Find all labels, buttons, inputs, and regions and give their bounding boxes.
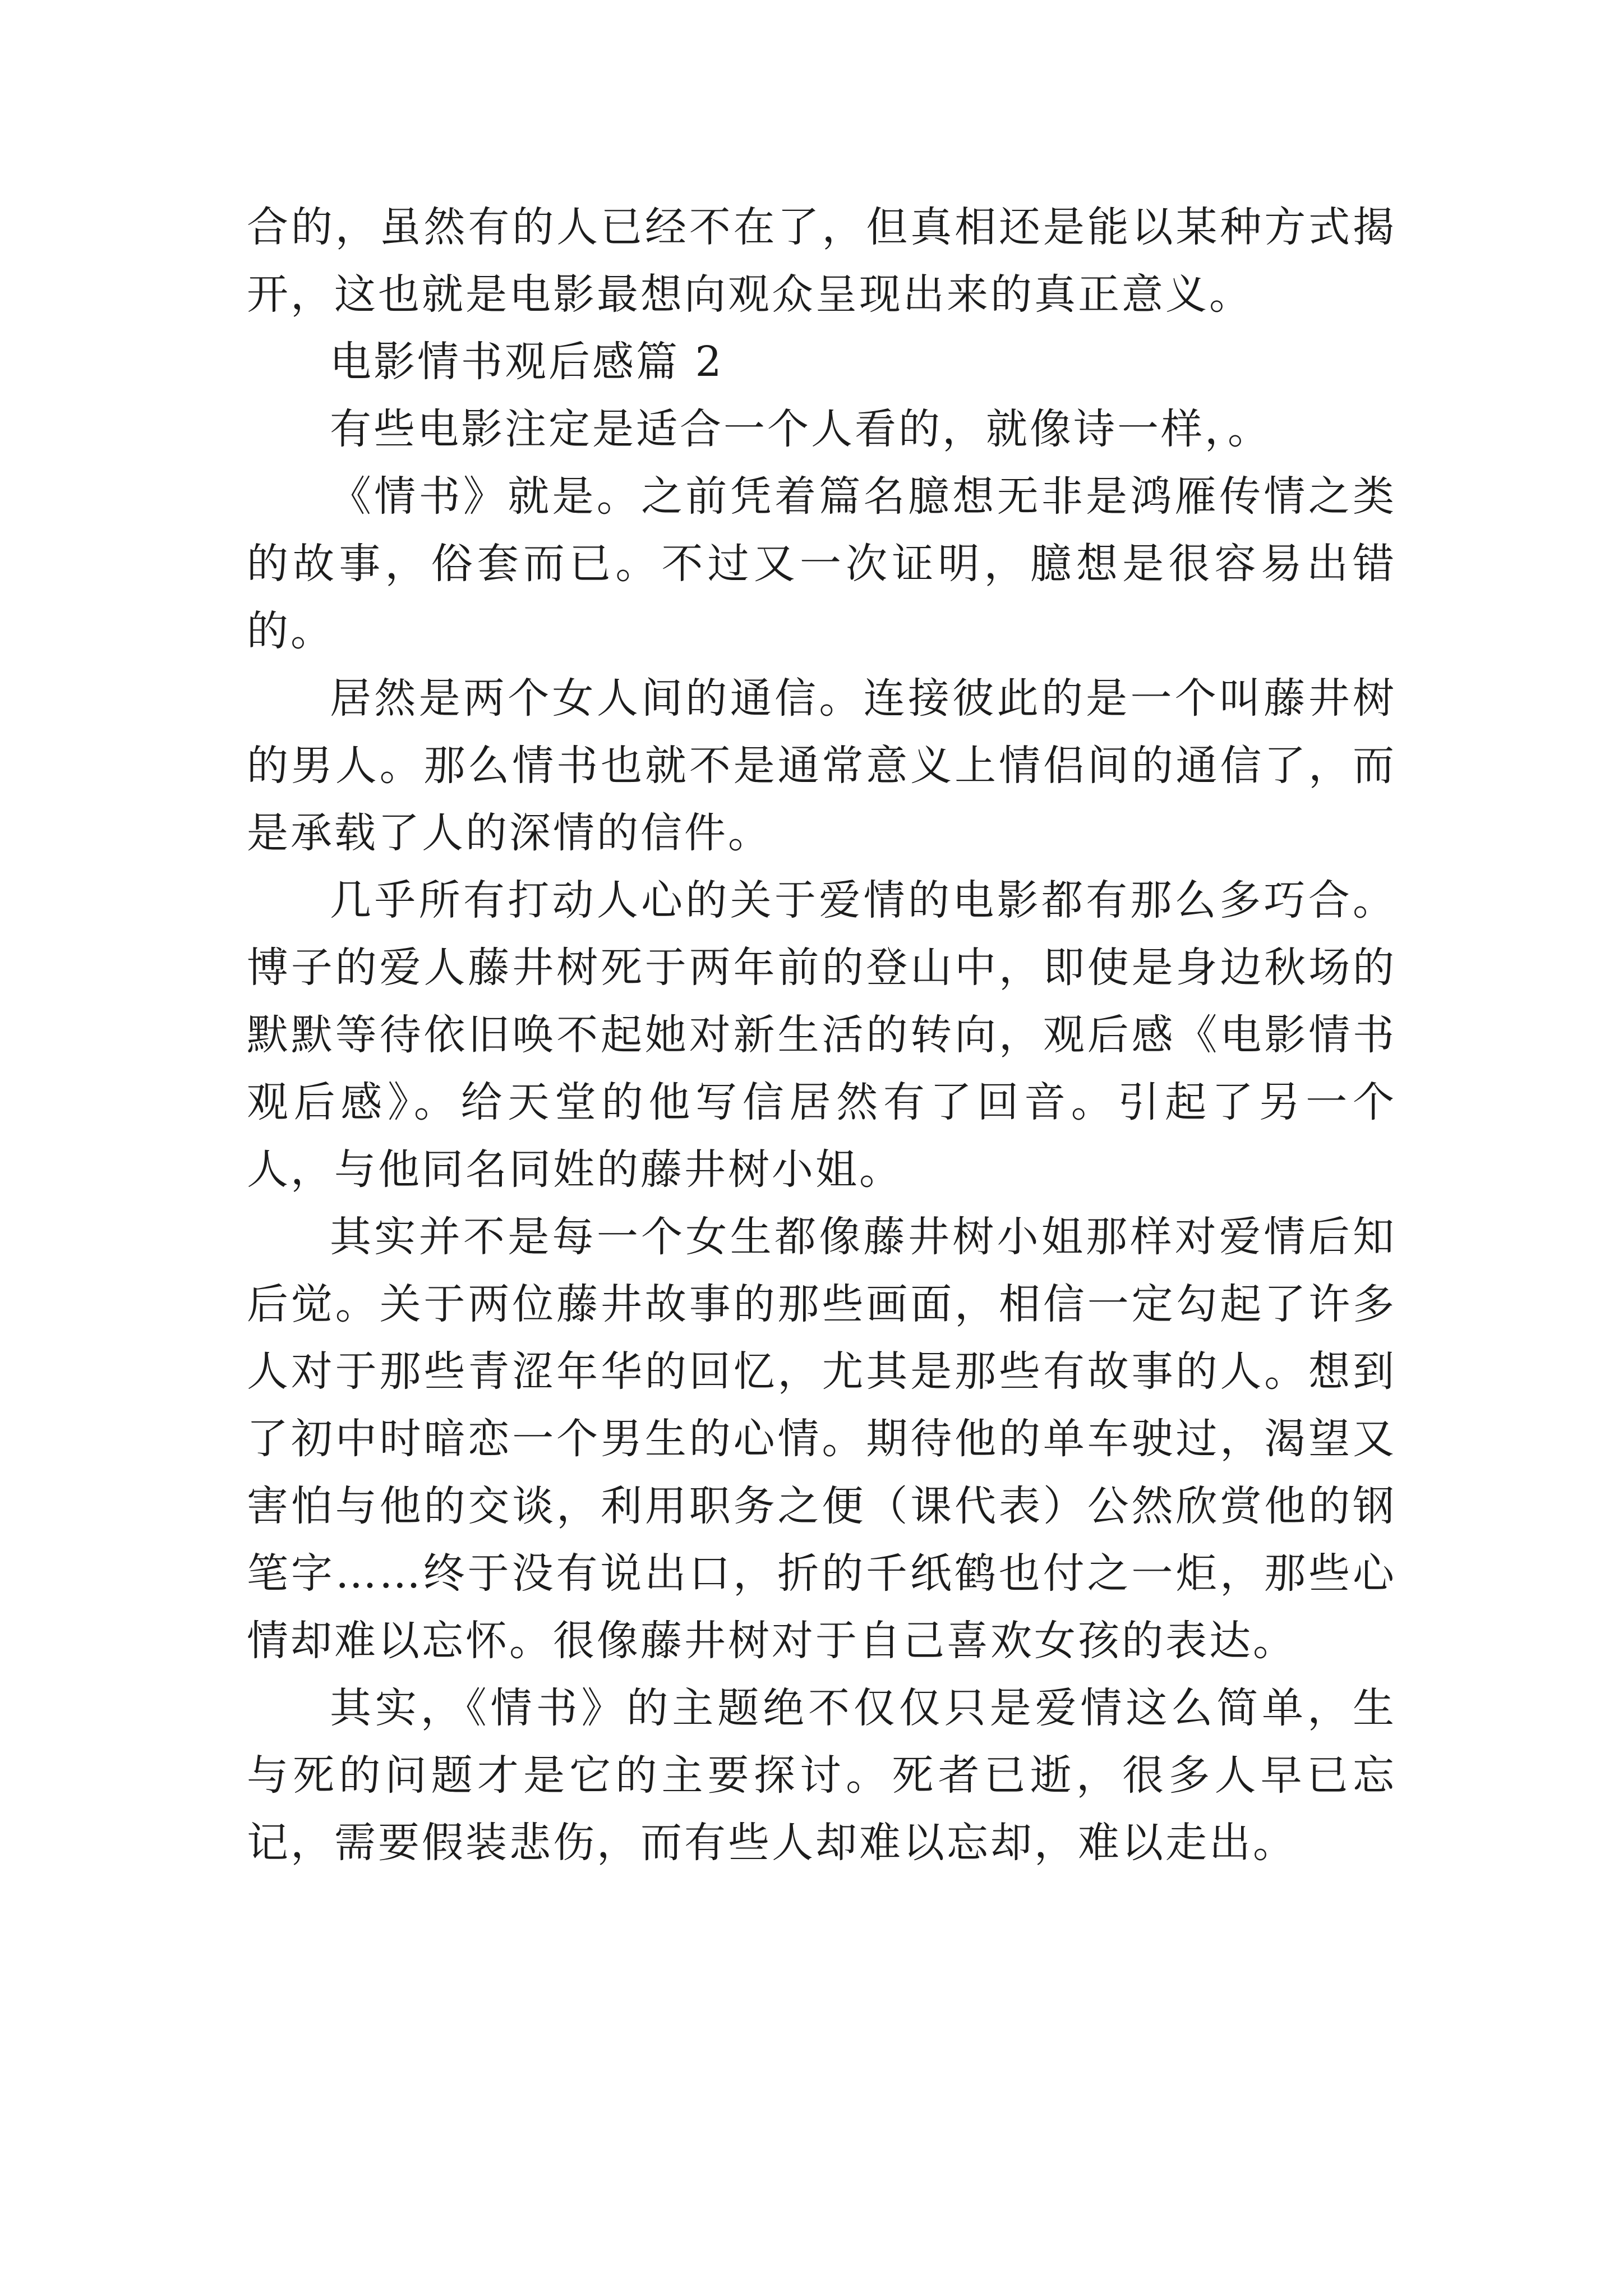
paragraph: 居然是两个女人间的通信。连接彼此的是一个叫藤井树的男人。那么情书也就不是通常意义上情侣间的通信了，而是承载了人的深情的信件。 [247,674,1396,857]
document-body [247,194,1396,1876]
paragraph: 《情书》就是。之前凭着篇名臆想无非是鸿雁传情之类的故事，俗套而已。不过又一次证明，臆想是很容易出错的。 [247,472,1396,655]
section-heading: 电影情书观后感篇 2 [330,338,724,386]
paragraph: 其实，《情书》的主题绝不仅仅只是爱情这么简单，生与死的问题才是它的主要探讨。死者已逝，很多人早已忘记，需要假装悲伤，而有些人却难以忘却，难以走出。 [247,1684,1396,1867]
paragraph: 有些电影注定是适合一个人看的，就像诗一样，。 [330,405,1271,453]
paragraph: 几乎所有打动人心的关于爱情的电影都有那么多巧合。博子的爱人藤井树死于两年前的登山中，即使是身边秋场的默默等待依旧唤不起她对新生活的转向，观后感《电影情书观后感》。给天堂的他写信居然有了回音。引起了另一个人，与他同名同姓的藤井树小姐。 [247,876,1396,1194]
paragraph: 其实并不是每一个女生都像藤井树小姐那样对爱情后知后觉。关于两位藤井故事的那些画面，相信一定勾起了许多人对于那些青涩年华的回忆，尤其是那些有故事的人。想到了初中时暗恋一个男生的心情。期待他的单车驶过，渴望又害怕与他的交谈，利用职务之便（课代表）公然欣赏他的钢笔字……终于没有说出口，折的千纸鹤也付之一炬，那些心情却难以忘怀。很像藤井树对于自己喜欢女孩的表达。 [247,1213,1396,1665]
paragraph-continuation: 合的，虽然有的人已经不在了，但真相还是能以某种方式揭开，这也就是电影最想向观众呈现出来的真正意义。 [247,203,1396,319]
